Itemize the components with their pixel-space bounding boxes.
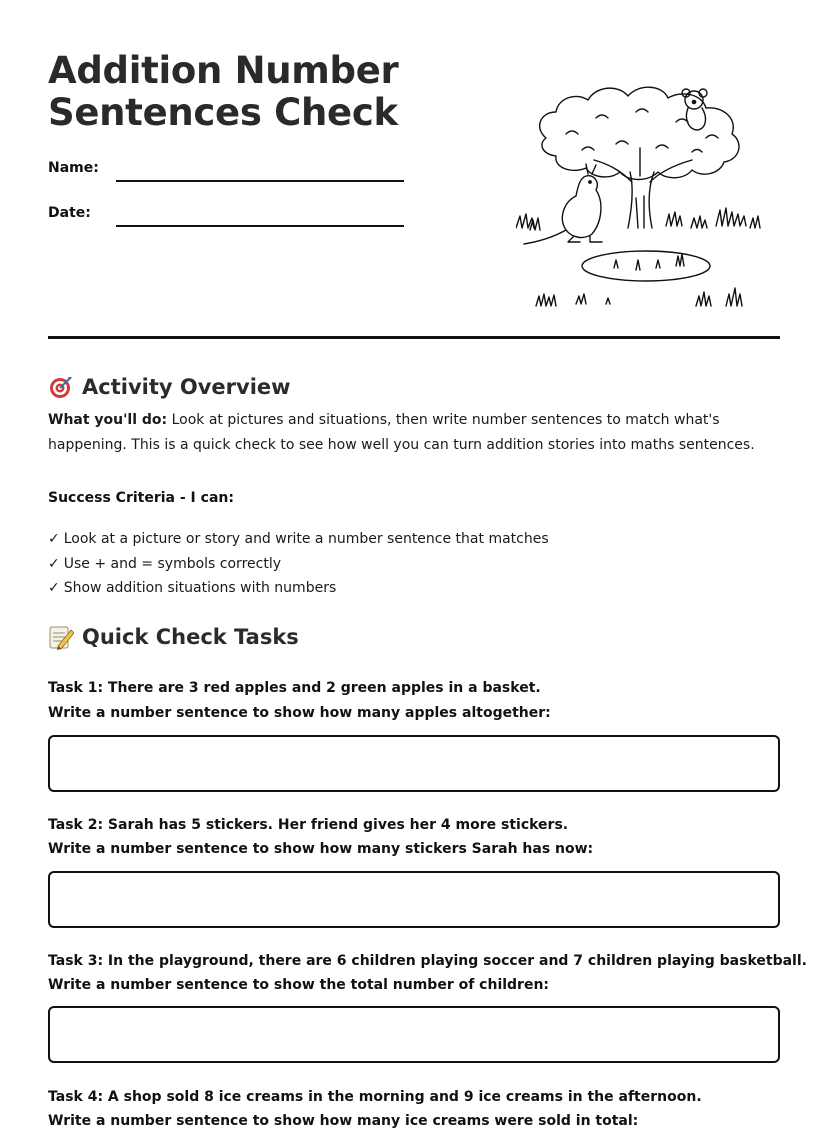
activity-description	[48, 408, 780, 458]
memo-pencil-icon	[48, 624, 74, 650]
success-criteria-title: Success Criteria - I can:	[48, 490, 234, 506]
task-2-instruction: Write a number sentence to show how many stickers Sarah has now:	[48, 841, 594, 857]
check-icon: ✓	[48, 531, 60, 547]
criteria-text: Look at a picture or story and write a number sentence that matches	[63, 531, 549, 547]
worksheet-page	[48, 0, 807, 1129]
task-1-answer-box[interactable]	[48, 735, 780, 792]
task-1-question: Task 1: There are 3 red apples and 2 green apples in a basket.	[48, 680, 541, 696]
quick-check-title: Quick Check Tasks	[82, 625, 299, 649]
tree-kangaroo-koala-illustration	[516, 78, 776, 310]
task-3-instruction: Write a number sentence to show the total number of children:	[48, 977, 550, 993]
date-field[interactable]	[116, 225, 404, 227]
criteria-text: Show addition situations with numbers	[63, 580, 337, 596]
what-text: Look at pictures and situations, then write number sentences to match what's happening. This is a quick check to see how well you can turn addition stories into maths sentences.	[48, 412, 755, 453]
name-label: Name:	[48, 160, 99, 176]
criteria-item	[48, 554, 281, 574]
activity-overview-title: Activity Overview	[82, 375, 291, 399]
worksheet-header	[48, 0, 780, 340]
date-label: Date:	[48, 205, 91, 221]
task-1-instruction: Write a number sentence to show how many apples altogether:	[48, 705, 551, 721]
header-divider	[48, 336, 780, 339]
check-icon: ✓	[48, 556, 60, 572]
task-2-answer-box[interactable]	[48, 871, 780, 928]
worksheet-title	[48, 50, 399, 134]
check-icon: ✓	[48, 580, 60, 596]
criteria-item	[48, 578, 336, 598]
task-4-question: Task 4: A shop sold 8 ice creams in the morning and 9 ice creams in the afternoon.	[48, 1089, 702, 1105]
criteria-item	[48, 529, 549, 549]
title-line-2: Sentences Check	[48, 91, 398, 134]
task-2-question: Task 2: Sarah has 5 stickers. Her friend gives her 4 more stickers.	[48, 817, 569, 833]
what-label: What you'll do:	[48, 412, 168, 428]
criteria-text: Use + and = symbols correctly	[63, 556, 281, 572]
task-3-question: Task 3: In the playground, there are 6 children playing soccer and 7 children playing basketball.	[48, 953, 807, 969]
title-line-1: Addition Number	[48, 49, 399, 92]
task-4-instruction: Write a number sentence to show how many ice creams were sold in total:	[48, 1113, 639, 1129]
quick-check-heading	[48, 624, 299, 650]
name-field[interactable]	[116, 180, 404, 182]
dart-target-icon	[48, 374, 74, 400]
activity-overview-heading	[48, 374, 291, 400]
task-3-answer-box[interactable]	[48, 1006, 780, 1063]
